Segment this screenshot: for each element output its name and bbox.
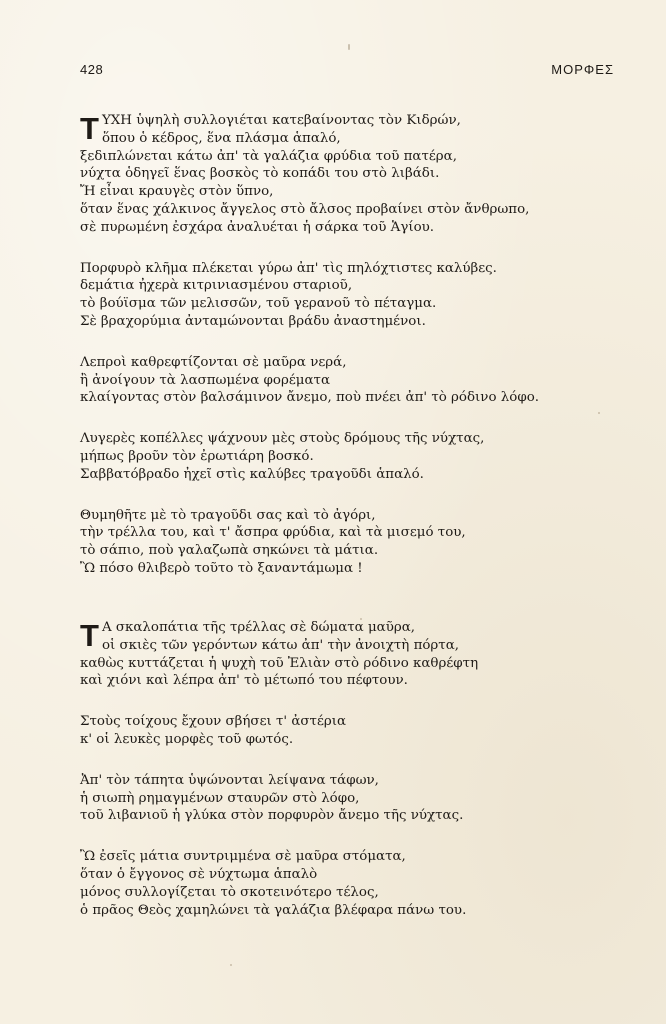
verse-line: Ὢ πόσο θλιβερὸ τοῦτο τὸ ξαναντάμωμα ! [80, 560, 363, 576]
stanza-2-1 [80, 619, 640, 690]
verse-line: κλαίγοντας στὸν βαλσάμινον ἄνεμο, ποὺ πνέει ἀπ' τὸ ρόδινο λόφο. [80, 390, 540, 406]
verse-line: καθὼς κυττάζεται ἡ ψυχὴ τοῦ Ἐλιὰν στὸ ρόδινο καθρέφτη [80, 655, 479, 671]
stanza-1-3 [80, 354, 640, 407]
verse-line: Ἤ εἶναι κραυγὲς στὸν ὕπνο, [80, 184, 274, 200]
stanza-2-2 [80, 713, 640, 749]
stanza-2-3 [80, 772, 640, 825]
first-line-text: Α σκαλοπάτια τῆς τρέλλας σὲ δώματα μαῦρα, [101, 620, 416, 635]
paper-speck [348, 44, 350, 50]
verse-line: ξεδιπλώνεται κάτω ἀπ' τὰ γαλάζια φρύδια τοῦ πατέρα, [80, 148, 457, 164]
verse-line: Σὲ βραχορύμια ἀνταμώνονται βράδυ ἀναστημένοι. [80, 313, 426, 329]
stanza-1-2 [80, 260, 640, 331]
verse-line: ὅταν ἕνας χάλκινος ἄγγελος στὸ ἄλσος προβαίνει στὸν ἄνθρωπο, [80, 201, 530, 217]
verse-line: μήπως βροῦν τὸν ἐρωτιάρη βοσκό. [80, 448, 314, 464]
verse-line: δεμάτια ἠχερὰ κιτρινιασμένου σταριοῦ, [80, 278, 353, 294]
verse-line: Λυγερὲς κοπέλλες ψάχνουν μὲς στοὺς δρόμους τῆς νύχτας, [80, 431, 485, 447]
drop-cap: Τ [80, 618, 99, 653]
drop-cap: Τ [80, 111, 99, 146]
stanza-1-1 [80, 112, 640, 237]
verse-line: ὅπου ὁ κέδρος, ἕνα πλάσμα ἁπαλό, [101, 130, 341, 146]
verse-line: Ἀπ' τὸν τάπητα ὑψώνονται λείψανα τάφων, [80, 772, 379, 788]
first-line-text: ΥΧΗ ὑψηλὴ συλλογιέται κατεβαίνοντας τὸν Κιδρών, [101, 113, 461, 128]
verse-line: Στοὺς τοίχους ἔχουν σβήσει τ' ἀστέρια [80, 714, 347, 730]
verse-line: ἢ ἀνοίγουν τὰ λασπωμένα φορέματα [80, 372, 330, 388]
verse-line: Θυμηθῆτε μὲ τὸ τραγοῦδι σας καὶ τὸ ἀγόρι, [80, 507, 376, 523]
verse-line: κ' οἱ λευκὲς μορφὲς τοῦ φωτός. [80, 731, 294, 747]
verse-line: ἡ σιωπὴ ρημαγμένων σταυρῶν στὸ λόφο, [80, 790, 360, 806]
verse-line: τὴν τρέλλα του, καὶ τ' ἄσπρα φρύδια, καὶ τὰ μισεμό του, [80, 525, 466, 541]
verse-line: Πορφυρὸ κλῆμα πλέκεται γύρω ἀπ' τὶς πηλόχτιστες καλύβες. [80, 260, 497, 276]
verse-line: ὁ πρᾶος Θεὸς χαμηλώνει τὰ γαλάζια βλέφαρα πάνω του. [80, 902, 467, 918]
verse-line: Ὢ ἐσεῖς μάτια συντριμμένα σὲ μαῦρα στόματα, [80, 849, 406, 865]
verse-line: καὶ χιόνι καὶ λέπρα ἀπ' τὸ μέτωπό του πέφτουν. [80, 673, 408, 689]
verse-line: τὸ βούϊσμα τῶν μελισσῶν, τοῦ γερανοῦ τὸ πέταγμα. [80, 296, 437, 312]
stanza-2-4 [80, 848, 640, 919]
verse-line: οἱ σκιὲς τῶν γερόντων κάτω ἀπ' τὴν ἀνοιχτὴ πόρτα, [101, 637, 460, 653]
verse-line: μόνος συλλογίζεται τὸ σκοτεινότερο τέλος, [80, 884, 379, 900]
verse-line: σὲ πυρωμένη ἐσχάρα ἀναλυέται ἡ σάρκα τοῦ Ἁγίου. [80, 219, 435, 235]
verse-line: ὅταν ὁ ἔγγονος σὲ νύχτωμα ἁπαλὸ [80, 866, 318, 882]
page-number: 428 [80, 62, 104, 77]
verse-line: Σαββατόβραδο ἠχεῖ στὶς καλύβες τραγοῦδι ἁπαλό. [80, 466, 424, 482]
verse-line: τοῦ λιβανιοῦ ἡ γλύκα στὸν πορφυρὸν ἄνεμο τῆς νύχτας. [80, 808, 464, 824]
verse-line: Λεπροὶ καθρεφτίζονται σὲ μαῦρα νερά, [80, 354, 347, 370]
stanza-1-4 [80, 430, 640, 483]
verse-line: τὸ σάπιο, ποὺ γαλαζωπὰ σηκώνει τὰ μάτια. [80, 543, 379, 559]
paper-speck [598, 412, 600, 414]
paper-speck [230, 964, 232, 966]
poem-section-1 [80, 112, 640, 578]
poem-section-2 [80, 619, 640, 919]
running-title: ΜΟΡΦΕΣ [551, 62, 614, 77]
verse-line: νύχτα ὁδηγεῖ ἕνας βοσκὸς τὸ κοπάδι του στὸ λιβάδι. [80, 166, 440, 182]
stanza-1-5 [80, 507, 640, 578]
paper-speck [360, 618, 362, 620]
